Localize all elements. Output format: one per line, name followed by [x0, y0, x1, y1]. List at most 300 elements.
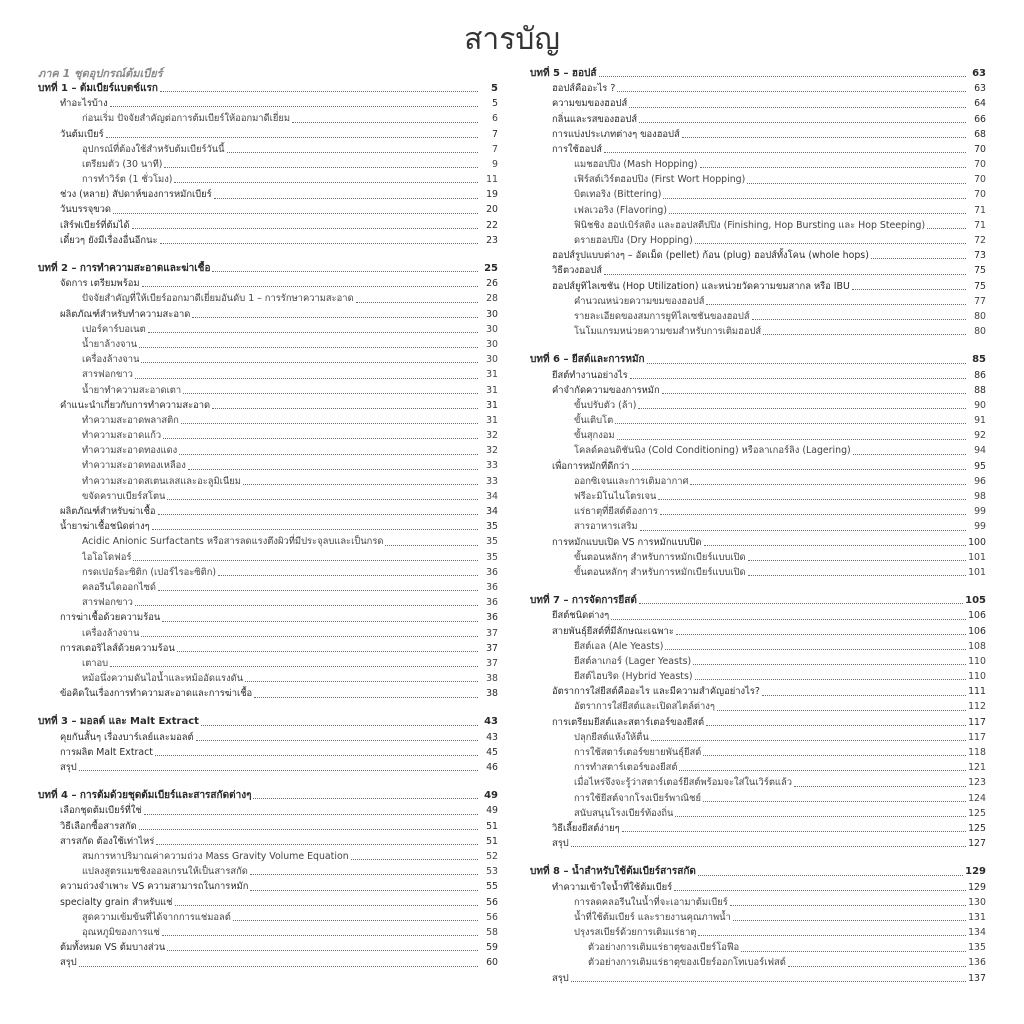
toc-entry[interactable]	[38, 656, 498, 671]
dot-leader	[162, 621, 478, 622]
toc-entry[interactable]	[38, 686, 498, 701]
entry-title: รายละเอียดของสมการยูทิไลเซชันของฮอปส์	[574, 310, 750, 322]
toc-entry[interactable]	[530, 745, 986, 760]
entry-title: หม้อนึ่งความดันไอน้ำและหม้ออัดแรงดัน	[82, 673, 244, 685]
page-number: 80	[974, 310, 986, 322]
toc-entry[interactable]	[38, 233, 498, 248]
toc-entry[interactable]	[530, 895, 986, 910]
chapter-gap	[38, 702, 498, 715]
entry-title: ความถ่วงจำเพาะ VS ความสามารถในการหมัก	[60, 881, 249, 893]
toc-entry[interactable]	[530, 565, 986, 580]
page-number: 125	[968, 822, 986, 834]
dot-leader	[852, 289, 966, 290]
dot-leader	[615, 423, 966, 424]
toc-entry[interactable]	[38, 276, 498, 291]
toc-entry[interactable]	[38, 367, 498, 382]
entry-title: สมการหาปริมาณค่าความถ่วง Mass Gravity Volume Equation	[82, 850, 349, 862]
entry-title: เสิร์ฟเบียร์ที่ต้มได้	[60, 219, 130, 231]
dot-leader	[599, 76, 967, 77]
toc-entry[interactable]	[530, 519, 986, 534]
toc-entry[interactable]	[530, 504, 986, 519]
dot-leader	[690, 484, 966, 485]
dot-leader	[752, 319, 966, 320]
toc-entry[interactable]	[530, 669, 986, 684]
entry-title: วันต้มเบียร์	[60, 128, 104, 140]
entry-title: ทำความสะอาดสเตนเลสและอะลูมิเนียม	[82, 475, 241, 487]
page-number: 37	[486, 627, 498, 639]
dot-leader	[218, 575, 478, 576]
dot-leader	[133, 560, 478, 561]
toc-entry[interactable]	[530, 81, 986, 96]
page-number: 99	[974, 521, 986, 533]
toc-chapter-entry[interactable]	[530, 66, 986, 81]
toc-entry[interactable]	[38, 849, 498, 864]
toc-entry[interactable]	[38, 337, 498, 352]
toc-entry[interactable]	[530, 218, 986, 233]
entry-title: การหมักแบบเปิด VS การหมักแบบปิด	[552, 536, 702, 548]
dot-leader	[741, 951, 966, 952]
toc-entry[interactable]	[38, 610, 498, 625]
page-number: 22	[486, 219, 498, 231]
dot-leader	[695, 679, 967, 680]
dot-leader	[155, 755, 478, 756]
toc-entry[interactable]	[530, 398, 986, 413]
dot-leader	[871, 258, 966, 259]
toc-chapter-entry[interactable]	[530, 593, 986, 608]
entry-title: วิธีเลี้ยงยีสต์ง่ายๆ	[552, 822, 620, 834]
toc-entry[interactable]	[38, 641, 498, 656]
toc-entry[interactable]	[38, 504, 498, 519]
entry-title: ตัวอย่างการเติมแร่ธาตุของเบียร์ออกโทเบอร์เฟสต์	[588, 957, 786, 969]
page-number: 38	[486, 673, 498, 685]
toc-entry[interactable]	[530, 172, 986, 187]
entry-title: สารสกัด ต้องใช้เท่าไหร่	[60, 835, 155, 847]
entry-title: ไอโอโดฟอร์	[82, 551, 132, 563]
toc-entry[interactable]	[38, 864, 498, 879]
toc-entry[interactable]	[530, 639, 986, 654]
toc-entry[interactable]	[530, 142, 986, 157]
page-number: 75	[974, 265, 986, 277]
entry-title: สนับสนุนโรงเบียร์ท้องถิ่น	[574, 807, 674, 819]
dot-leader	[794, 786, 966, 787]
dot-leader	[663, 198, 966, 199]
page-number: 43	[484, 716, 498, 728]
toc-entry[interactable]	[38, 626, 498, 641]
toc-entry[interactable]	[530, 188, 986, 203]
toc-entry[interactable]	[530, 535, 986, 550]
entry-title: บทที่ 3 – มอลต์ และ Malt Extract	[38, 716, 199, 728]
dot-leader	[630, 378, 966, 379]
dot-leader	[135, 378, 478, 379]
part-heading: ภาค 1 ชุดอุปกรณ์ต้มเบียร์	[38, 67, 163, 80]
toc-entry[interactable]	[38, 459, 498, 474]
toc-entry[interactable]	[530, 940, 986, 955]
toc-entry[interactable]	[530, 624, 986, 639]
toc-chapter-entry[interactable]	[38, 261, 498, 276]
dot-leader	[164, 167, 478, 168]
dot-leader	[748, 560, 966, 561]
toc-entry[interactable]	[530, 550, 986, 565]
page-number: 129	[965, 866, 986, 878]
entry-title: ทำความสะอาดทองแดง	[82, 445, 178, 457]
toc-entry[interactable]	[530, 791, 986, 806]
page-number: 56	[486, 911, 498, 923]
page-number: 63	[974, 83, 986, 95]
page-number: 7	[492, 143, 498, 155]
toc-entry[interactable]	[530, 263, 986, 278]
dot-leader	[181, 423, 478, 424]
toc-entry[interactable]	[530, 127, 986, 142]
entry-title: อัตราการใส่ยีสต์และเปิดสไตล์ต่างๆ	[574, 701, 715, 713]
page-number: 70	[974, 189, 986, 201]
page-number: 25	[484, 263, 498, 275]
toc-entry[interactable]	[530, 324, 986, 339]
entry-title: บิตเทอริง (Bittering)	[574, 189, 662, 201]
toc-entry[interactable]	[530, 428, 986, 443]
toc-entry[interactable]	[38, 955, 498, 970]
dot-leader	[160, 243, 478, 244]
dot-leader	[250, 874, 478, 875]
toc-entry[interactable]	[530, 730, 986, 745]
entry-title: การแบ่งประเภทต่างๆ ของฮอปส์	[552, 128, 680, 140]
page-number: 19	[486, 189, 498, 201]
entry-title: ตัวอย่างการเติมแร่ธาตุของเบียร์โอฟีอ	[588, 942, 740, 954]
page-number: 6	[492, 113, 498, 125]
toc-entry[interactable]	[38, 819, 498, 834]
dot-leader	[763, 334, 966, 335]
toc-entry[interactable]	[530, 880, 986, 895]
entry-title: ปัจจัยสำคัญที่ให้เบียร์ออกมาดีเยี่ยมอันดับ 1 – การรักษาความสะอาด	[82, 293, 354, 305]
dot-leader	[142, 286, 478, 287]
dot-leader	[669, 213, 966, 214]
entry-title: เดี๋ยวๆ ยังมีเรื่องอื่นอีกนะ	[60, 234, 158, 246]
dot-leader	[243, 484, 478, 485]
entry-title: สารฟอกขาว	[82, 369, 133, 381]
toc-entry[interactable]	[38, 671, 498, 686]
dot-leader	[762, 695, 966, 696]
entry-title: ยีสต์ไฮบริด (Hybrid Yeasts)	[574, 671, 693, 683]
dot-leader	[156, 844, 478, 845]
toc-entry[interactable]	[38, 428, 498, 443]
toc-chapter-entry[interactable]	[38, 81, 498, 96]
page-number: 96	[974, 475, 986, 487]
page-number: 49	[484, 790, 498, 802]
toc-entry[interactable]	[38, 803, 498, 818]
dot-leader	[676, 634, 966, 635]
toc-entry[interactable]	[530, 489, 986, 504]
toc-entry[interactable]	[530, 112, 986, 127]
dot-leader	[748, 575, 966, 576]
toc-entry[interactable]	[38, 925, 498, 940]
page-number: 31	[486, 414, 498, 426]
entry-title: บทที่ 1 – ต้มเบียร์แบตช์แรก	[38, 82, 158, 94]
dot-leader	[158, 590, 478, 591]
entry-title: บทที่ 2 – การทำความสะอาดและฆ่าเชื้อ	[38, 263, 211, 275]
dot-leader	[853, 454, 966, 455]
dot-leader	[174, 182, 478, 183]
toc-chapter-entry[interactable]	[38, 788, 498, 803]
entry-title: แปลงสูตรแมชชิงออลเกรนให้เป็นสารสกัด	[82, 866, 248, 878]
toc-entry[interactable]	[530, 279, 986, 294]
entry-title: ความขมของฮอปส์	[552, 98, 628, 110]
toc-entry[interactable]	[530, 715, 986, 730]
toc-entry[interactable]	[38, 127, 498, 142]
entry-title: เตรียมตัว (30 นาที)	[82, 158, 163, 170]
page-number: 98	[974, 491, 986, 503]
entry-title: ผลิตภัณฑ์สำหรับฆ่าเชื้อ	[60, 506, 156, 518]
dot-leader	[700, 167, 966, 168]
entry-title: ขจัดคราบเบียร์สโตน	[82, 490, 166, 502]
dot-leader	[212, 271, 478, 272]
page-number: 121	[968, 762, 986, 774]
page-number: 51	[486, 820, 498, 832]
dot-leader	[638, 408, 966, 409]
page-number: 80	[974, 326, 986, 338]
dot-leader	[196, 740, 478, 741]
entry-title: ทำความสะอาดทองเหลือง	[82, 460, 186, 472]
entry-title: ฟรีอะมิโนไนโตรเจน	[574, 491, 657, 503]
page-number: 137	[968, 972, 986, 984]
toc-entry[interactable]	[38, 895, 498, 910]
toc-entry[interactable]	[38, 879, 498, 894]
toc-chapter-entry[interactable]	[38, 715, 498, 730]
dot-leader	[730, 905, 966, 906]
toc-entry[interactable]	[38, 203, 498, 218]
toc-entry[interactable]	[530, 233, 986, 248]
entry-title: ขั้นสุกงอม	[574, 430, 615, 442]
toc-entry[interactable]	[38, 352, 498, 367]
page-number: 51	[486, 835, 498, 847]
toc-entry[interactable]	[38, 760, 498, 775]
toc-entry[interactable]	[530, 413, 986, 428]
toc-entry[interactable]	[38, 398, 498, 413]
entry-title: น้ำยาทำความสะอาดเตา	[82, 384, 182, 396]
dot-leader	[385, 545, 478, 546]
entry-title: คลอรีนไดออกไซด์	[82, 581, 156, 593]
toc-entry[interactable]	[530, 203, 986, 218]
toc-entry[interactable]	[530, 248, 986, 263]
dot-leader	[698, 875, 963, 876]
entry-title: วิธีตวงฮอปส์	[552, 265, 602, 277]
page-number: 30	[486, 308, 498, 320]
dot-leader	[132, 228, 478, 229]
toc-entry[interactable]	[38, 834, 498, 849]
page-number: 94	[974, 445, 986, 457]
page-number: 28	[486, 293, 498, 305]
toc-entry[interactable]	[38, 489, 498, 504]
toc-entry[interactable]	[530, 383, 986, 398]
toc-entry[interactable]	[530, 654, 986, 669]
toc-entry[interactable]	[38, 595, 498, 610]
toc-entry[interactable]	[38, 745, 498, 760]
chapter-gap	[38, 248, 498, 261]
toc-entry[interactable]	[530, 971, 986, 986]
page-number: 35	[486, 521, 498, 533]
dot-leader	[617, 439, 966, 440]
dot-leader	[139, 829, 478, 830]
page-number: 99	[974, 506, 986, 518]
entry-title: ฮอปส์ยูทิไลเซชัน (Hop Utilization) และหน่วยวัดความขมสากล หรือ IBU	[552, 280, 850, 292]
entry-title: ทำอะไรบ้าง	[60, 98, 108, 110]
entry-title: คำจำกัดความของการหมัก	[552, 384, 660, 396]
entry-title: การฆ่าเชื้อด้วยความร้อน	[60, 612, 161, 624]
toc-entry[interactable]	[38, 218, 498, 233]
dot-leader	[233, 920, 478, 921]
toc-entry[interactable]	[38, 96, 498, 111]
page-number: 73	[974, 250, 986, 262]
toc-entry[interactable]	[38, 291, 498, 306]
page-number: 91	[974, 415, 986, 427]
toc-entry[interactable]	[38, 910, 498, 925]
page-number: 136	[968, 957, 986, 969]
toc-entry[interactable]	[530, 775, 986, 790]
toc-entry[interactable]	[38, 187, 498, 202]
dot-leader	[651, 740, 966, 741]
entry-title: ยีสต์เอล (Ale Yeasts)	[574, 640, 664, 652]
toc-entry[interactable]	[530, 684, 986, 699]
entry-title: การใช้สตาร์เตอร์ขยายพันธุ์ยีสต์	[574, 747, 702, 759]
page-number: 63	[972, 67, 986, 79]
page-number: 130	[968, 896, 986, 908]
toc-entry[interactable]	[38, 443, 498, 458]
entry-title: ออกซิเจนและการเติมอากาศ	[574, 475, 689, 487]
page-number: 58	[486, 926, 498, 938]
toc-entry[interactable]	[38, 519, 498, 534]
toc-entry[interactable]	[38, 307, 498, 322]
page-number: 117	[968, 716, 986, 728]
page-number: 110	[968, 655, 986, 667]
page-number: 110	[968, 671, 986, 683]
dot-leader	[110, 666, 478, 667]
page-number: 112	[968, 701, 986, 713]
toc-entry[interactable]	[530, 608, 986, 623]
page-number: 70	[974, 143, 986, 155]
entry-title: ผลิตภัณฑ์สำหรับทำความสะอาด	[60, 308, 191, 320]
toc-entry[interactable]	[530, 444, 986, 459]
toc-entry[interactable]	[530, 96, 986, 111]
page-number: 77	[974, 295, 986, 307]
page-number: 118	[968, 747, 986, 759]
toc-entry[interactable]	[530, 294, 986, 309]
dot-leader	[703, 801, 966, 802]
entry-title: ขั้นปรับตัว (ล้า)	[574, 399, 637, 411]
entry-title: ฮอปส์คืออะไร ?	[552, 83, 616, 95]
toc-chapter-entry[interactable]	[530, 352, 986, 367]
dot-leader	[927, 228, 966, 229]
toc-entry[interactable]	[530, 760, 986, 775]
toc-entry[interactable]	[530, 157, 986, 172]
entry-title: ทำความเข้าใจน้ำที่ใช้ต้มเบียร์	[552, 881, 673, 893]
dot-leader	[135, 605, 478, 606]
page-number: 46	[486, 762, 498, 774]
entry-title: บทที่ 5 – ฮอปส์	[530, 67, 597, 79]
toc-entry[interactable]	[38, 142, 498, 157]
entry-title: อุปกรณ์ที่ต้องใช้สำหรับต้มเบียร์วันนี้	[82, 143, 225, 155]
toc-entry[interactable]	[530, 309, 986, 324]
entry-title: เลือกชุดต้มเบียร์ที่ใช่	[60, 805, 142, 817]
entry-title: เฟลเวอริง (Flavoring)	[574, 204, 667, 216]
dot-leader	[79, 770, 478, 771]
toc-entry[interactable]	[38, 172, 498, 187]
toc-entry[interactable]	[530, 700, 986, 715]
page-number: 36	[486, 566, 498, 578]
toc-entry[interactable]	[38, 534, 498, 549]
dot-leader	[141, 636, 478, 637]
toc-entry[interactable]	[38, 322, 498, 337]
toc-entry[interactable]	[530, 821, 986, 836]
page-number: 60	[486, 957, 498, 969]
toc-entry[interactable]	[38, 413, 498, 428]
dot-leader	[177, 651, 478, 652]
page-number: 31	[486, 369, 498, 381]
toc-entry[interactable]	[38, 111, 498, 126]
toc-entry[interactable]	[530, 836, 986, 851]
toc-entry[interactable]	[38, 474, 498, 489]
dot-leader	[622, 831, 966, 832]
dot-leader	[747, 183, 966, 184]
page-number: 32	[486, 430, 498, 442]
page-number: 90	[974, 399, 986, 411]
chapter-gap	[38, 775, 498, 788]
toc-entry[interactable]	[38, 383, 498, 398]
page-number: 30	[486, 338, 498, 350]
toc-chapter-entry[interactable]	[530, 864, 986, 879]
entry-title: บทที่ 4 – การต้มด้วยชุดต้มเบียร์และสารสกัดต่างๆ	[38, 790, 252, 802]
dot-leader	[674, 890, 966, 891]
entry-title: สารอาหารเสริม	[574, 521, 638, 533]
toc-entry[interactable]	[530, 925, 986, 940]
toc-entry[interactable]	[530, 806, 986, 821]
entry-title: Acidic Anionic Surfactants หรือสารลดแรงตึงผิวที่มีประจุลบและเป็นกรด	[82, 536, 384, 548]
dot-leader	[152, 529, 478, 530]
dot-leader	[662, 393, 966, 394]
dot-leader	[79, 966, 478, 967]
entry-title: ฮอปส์รูปแบบต่างๆ – อัดเม็ด (pellet) ก้อน (plug) ฮอปส์ทั้งโคน (whole hops)	[552, 250, 869, 262]
toc-entry[interactable]	[530, 474, 986, 489]
entry-title: ขั้นตอนหลักๆ สำหรับการหมักเบียร์แบบเปิด	[574, 551, 746, 563]
toc-entry[interactable]	[38, 580, 498, 595]
dot-leader	[647, 363, 966, 364]
entry-title: การเตรียมยีสต์และสตาร์เตอร์ของยีสต์	[552, 716, 705, 728]
toc-entry[interactable]	[38, 565, 498, 580]
dot-leader	[212, 408, 478, 409]
entry-title: บทที่ 6 – ยีสต์และการหมัก	[530, 354, 645, 366]
toc-entry[interactable]	[38, 730, 498, 745]
dot-leader	[253, 798, 478, 799]
toc-entry[interactable]	[530, 910, 986, 925]
dot-leader	[141, 362, 478, 363]
toc-entry[interactable]	[38, 940, 498, 955]
dot-leader	[733, 920, 966, 921]
dot-leader	[192, 317, 478, 318]
toc-entry[interactable]	[38, 550, 498, 565]
dot-leader	[167, 950, 478, 951]
entry-title: ข้อคิดในเรื่องการทำความสะอาดและการฆ่าเชื้อ	[60, 688, 253, 700]
entry-title: ช่วง (หลาย) สัปดาห์ของการหมักเบียร์	[60, 189, 212, 201]
entry-title: เปอร์คาร์บอเนต	[82, 323, 146, 335]
dot-leader	[227, 152, 478, 153]
page-number: 72	[974, 235, 986, 247]
page-number: 71	[974, 204, 986, 216]
entry-title: ขั้นตอนหลักๆ สำหรับการหมักเบียร์แบบเปิด	[574, 566, 746, 578]
toc-entry[interactable]	[530, 459, 986, 474]
toc-entry[interactable]	[38, 157, 498, 172]
dot-leader	[250, 890, 478, 891]
page-number: 129	[968, 881, 986, 893]
toc-entry[interactable]	[530, 956, 986, 971]
dot-leader	[693, 664, 966, 665]
toc-entry[interactable]	[530, 368, 986, 383]
